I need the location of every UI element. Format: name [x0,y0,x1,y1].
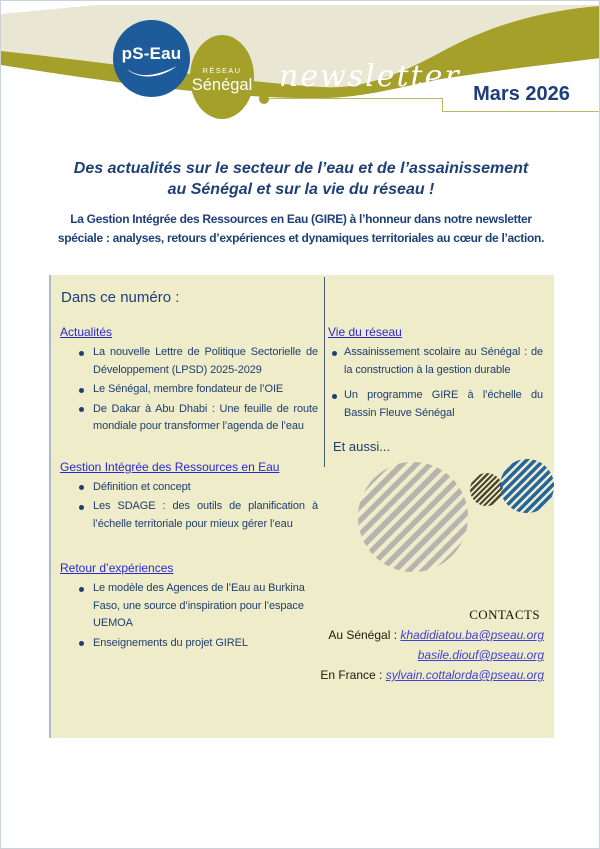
list-item: Le Sénégal, membre fondateur de l’OIE [60,381,318,399]
section-retour-experiences [60,535,318,652]
page-subtitle: La Gestion Intégrée des Ressources en Eau (GIRE) à l’honneur dans notre newsletter spéciale : analyses, retours d’expériences et dynamiques territoriales au cœur de l’action. [57,212,545,245]
retour-list [60,580,318,652]
right-column [325,275,554,454]
senegal-label: Sénégal [191,76,253,94]
list-item: Assainissement scolaire au Sénégal : de la construction à la gestion durable [328,344,543,379]
heading-retour-experiences[interactable]: Retour d’expériences [60,561,174,575]
contact-row [284,625,544,645]
list-item: Définition et concept [60,479,318,497]
issue-date: Mars 2026 [473,83,570,105]
contacts-title: CONTACTS [469,607,540,622]
contact-row [284,665,544,685]
date-connector-step [442,98,443,112]
list-item: De Dakar à Abu Dhabi : Une feuille de route mondiale pour transformer l’agenda de l’eau [60,401,318,436]
masthead [1,1,600,136]
intro-section [1,158,600,248]
vie-du-reseau-list [328,344,543,422]
list-item: Les SDAGE : des outils de planification à l’échelle territoriale pour mieux gérer l’eau [60,498,318,533]
list-item: La nouvelle Lettre de Politique Sectorielle de Développement (LPSD) 2025-2029 [60,344,318,379]
actualites-list [60,344,318,436]
date-underline [442,111,600,112]
contact-row [284,645,544,665]
contacts-block [284,607,544,685]
list-item: Enseignements du projet GIREL [60,635,318,653]
striped-circle-blue [500,459,554,513]
contact-email-link[interactable]: basile.diouf@pseau.org [417,648,544,662]
section-vie-du-reseau [328,323,543,422]
page-title-line1: Des actualités sur le secteur de l’eau et de l’assainissement [73,160,529,177]
contact-email-link[interactable]: sylvain.cottalorda@pseau.org [385,668,544,682]
wave-icon [125,64,179,80]
newsletter-script-text: newsletter [279,59,461,94]
section-actualites [60,323,318,436]
et-aussi-text: Et aussi... [333,439,391,454]
date-connector-dot [259,94,269,104]
page-title-line2: au Sénégal et sur la vie du réseau ! [167,181,435,198]
heading-vie-du-reseau[interactable]: Vie du réseau [328,325,402,339]
pseau-logo-text: pS-Eau [121,43,182,63]
toc-panel [49,275,554,738]
list-item: Un programme GIRE à l’échelle du Bassin Fleuve Sénégal [328,387,543,422]
reseau-label: RÉSEAU [202,66,242,75]
contact-email-link[interactable]: khadidiatou.ba@pseau.org [400,628,544,642]
heading-gire[interactable]: Gestion Intégrée des Ressources en Eau [60,459,280,474]
toc-title: Dans ce numéro : [61,289,180,306]
section-gire [60,438,318,534]
reseau-senegal-badge [190,35,254,119]
striped-circle-dark [470,473,503,506]
pseau-logo [113,20,190,97]
gire-list [60,479,318,534]
list-item: Le modèle des Agences de l’Eau au Burkina Faso, une source d’inspiration pour l’espace UEMOA [60,580,309,633]
heading-actualites[interactable]: Actualités [60,325,113,339]
striped-circle-gray [358,462,468,572]
page-title [1,158,600,200]
left-column [51,275,324,654]
date-connector-line [269,98,442,99]
contact-label: En France : [320,668,383,682]
contact-label: Au Sénégal : [328,628,398,642]
